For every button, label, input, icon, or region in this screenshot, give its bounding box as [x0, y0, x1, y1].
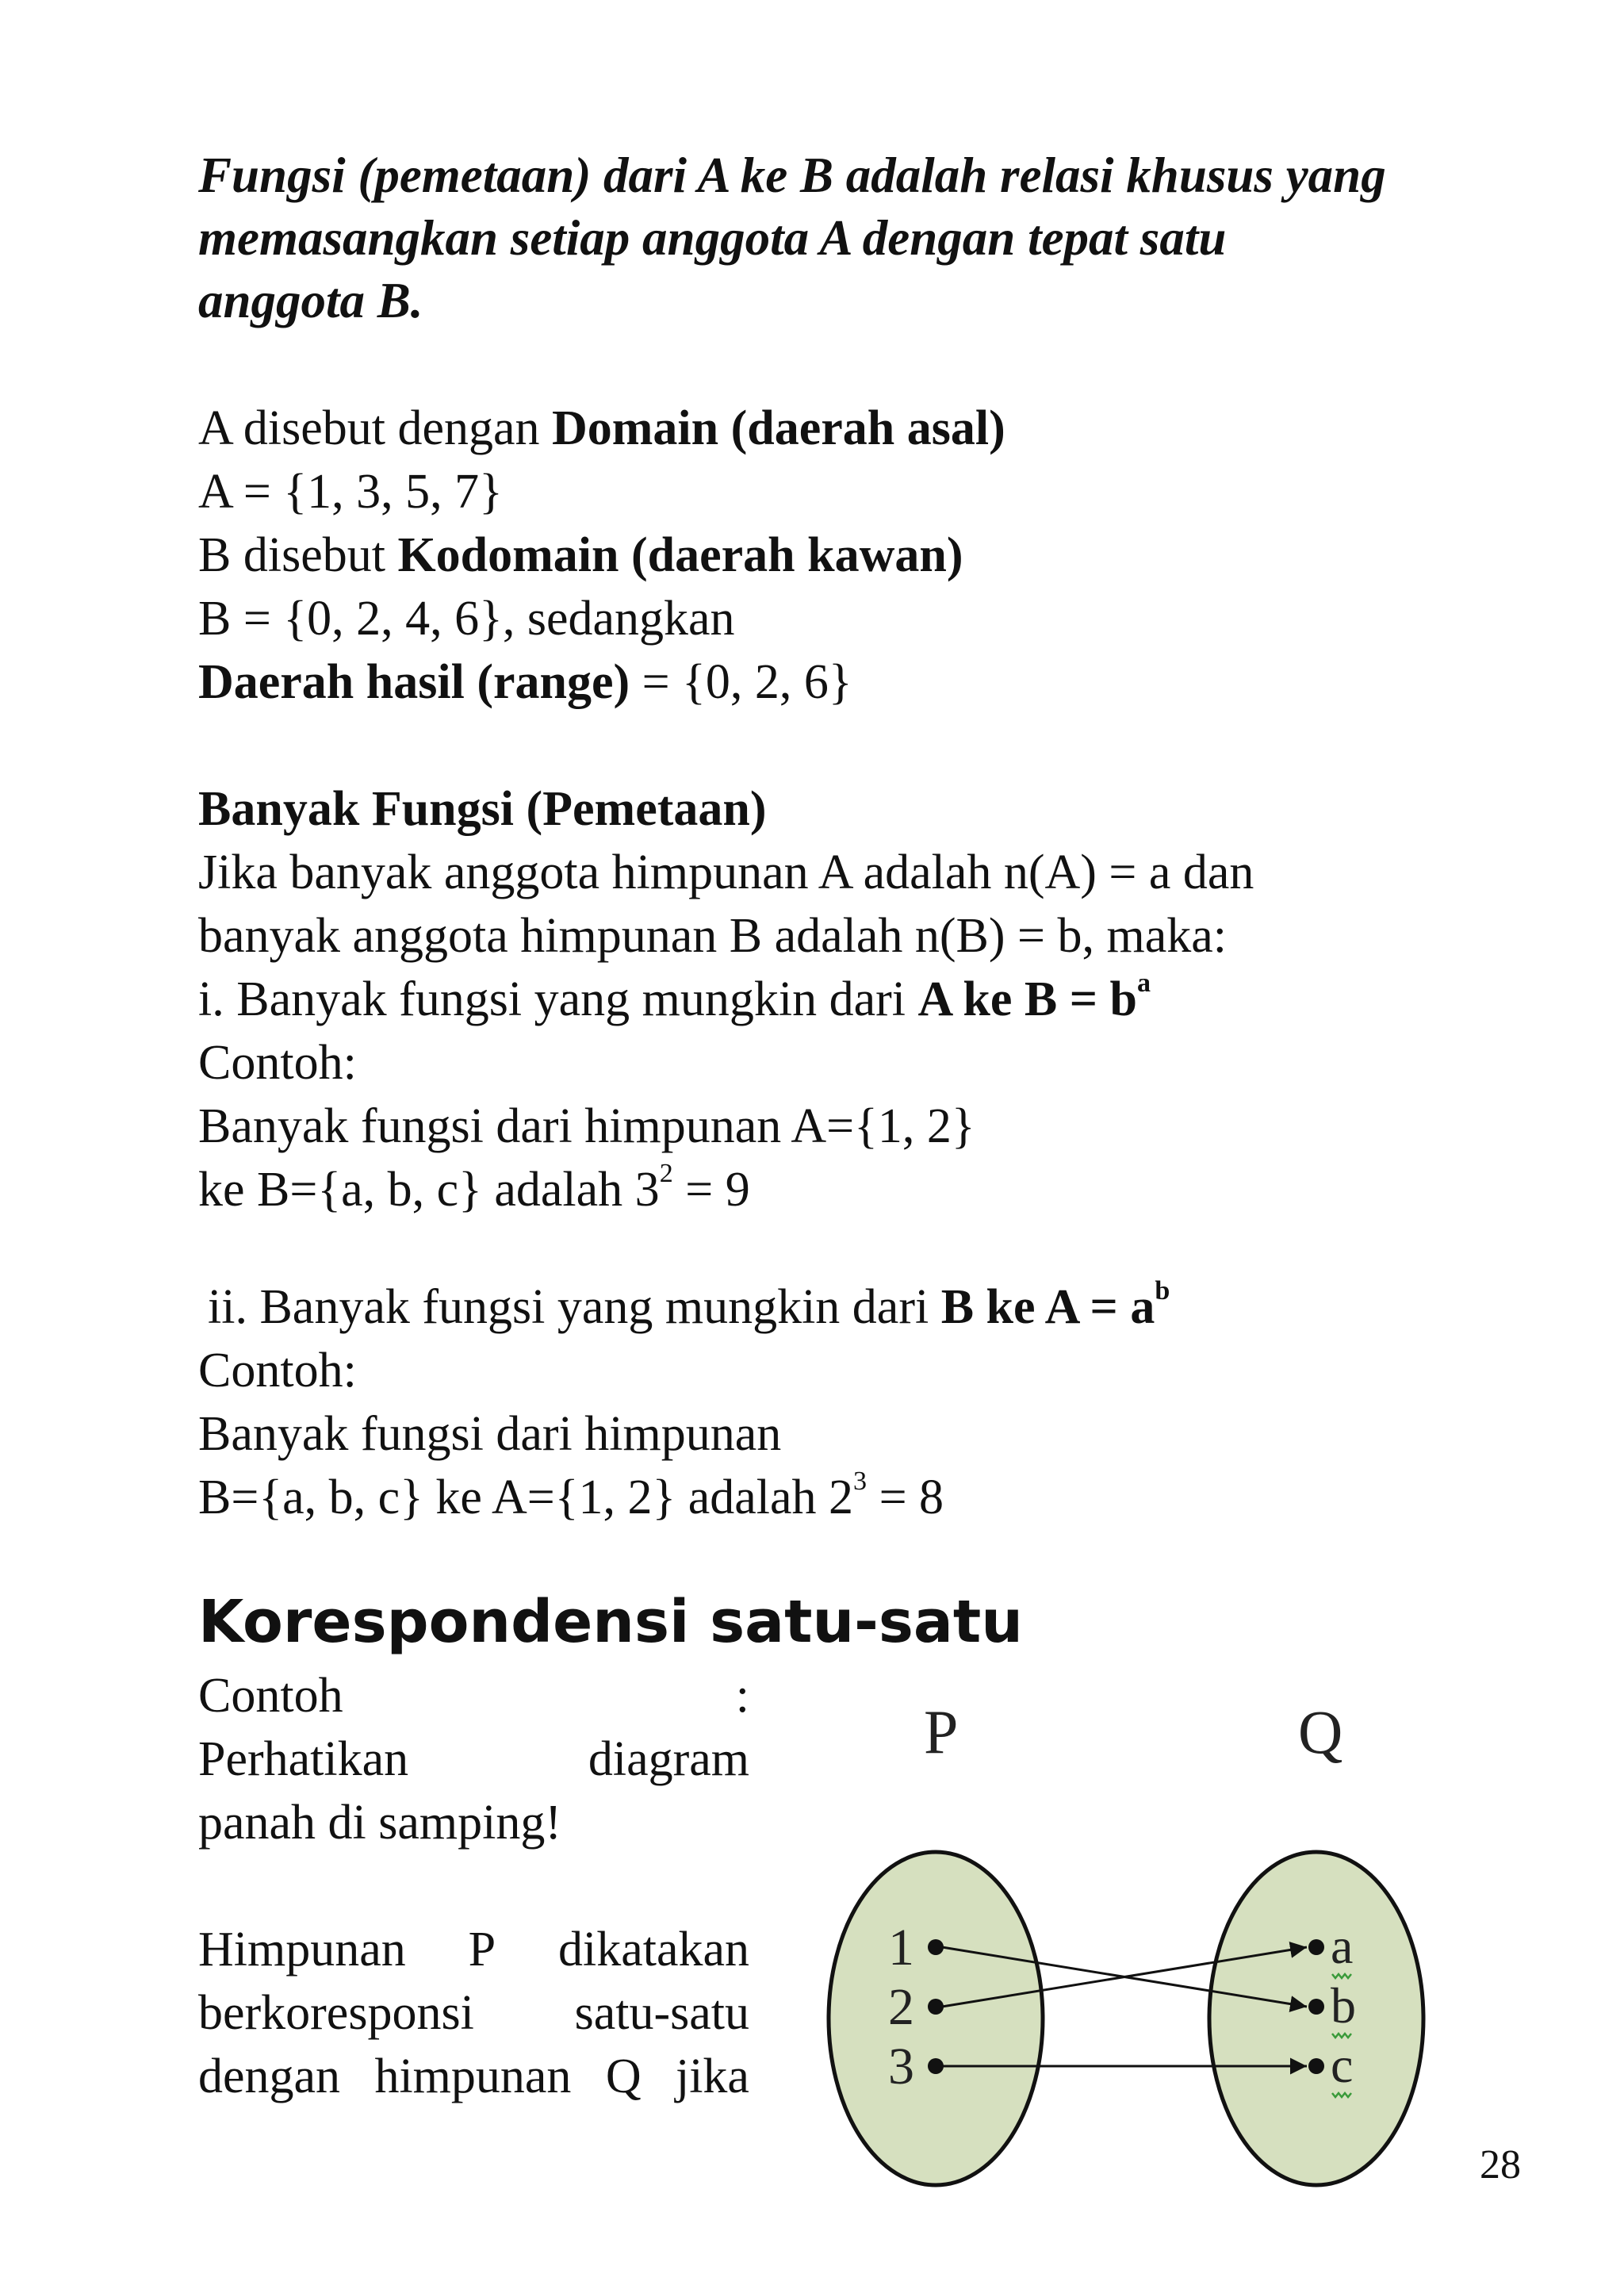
intro-line-2: banyak anggota himpunan B adalah n(B) = b, maka: — [198, 909, 1228, 963]
himpunan-row-2 — [198, 1981, 749, 2045]
spacer — [198, 1854, 749, 1918]
himpunan-row-2-word-2: satu-satu — [574, 1986, 749, 2040]
example-i-line-2 — [198, 1158, 1507, 1221]
banyak-fungsi-heading — [198, 777, 1507, 841]
rule-ii-formula-text: B ke A = a — [940, 1280, 1155, 1334]
rule-i-formula — [917, 968, 1151, 1026]
example-i-prefix: ke B={a, b, c} adalah 3 — [198, 1163, 660, 1217]
arrow-diagram — [805, 1681, 1463, 2189]
kodomain-term: Kodomain (daerah kawan) — [397, 528, 963, 582]
korespondensi-heading: Korespondensi satu-satu — [198, 1588, 1023, 1656]
himpunan-row-3 — [198, 2045, 749, 2108]
intro-line-1: Jika banyak anggota himpunan A adalah n(A) = a dan — [198, 845, 1254, 899]
himpunan-row-1-word-3: dikatakan — [557, 1923, 749, 1977]
set-p-element-dot — [928, 1999, 944, 2015]
example-i-line-1: Banyak fungsi dari himpunan A={1, 2} — [198, 1099, 975, 1153]
example-i-suffix: = 9 — [672, 1163, 750, 1217]
perhatikan-row-2: panah di samping! — [198, 1796, 562, 1850]
contoh-word: Contoh — [198, 1669, 343, 1723]
himpunan-row-1 — [198, 1918, 749, 1981]
contoh-row — [198, 1664, 749, 1727]
korespondensi-text — [198, 1664, 749, 2108]
set-p-label: P — [924, 1697, 959, 1766]
perhatikan-word-2: diagram — [588, 1732, 749, 1786]
set-p-element-label: 2 — [888, 1978, 914, 2036]
himpunan-row-2-word-1: berkoresponsi — [198, 1986, 474, 2040]
example-ii-suffix: = 8 — [867, 1470, 944, 1524]
definition-line-3: anggota B. — [198, 273, 423, 328]
set-q-element-label: b — [1331, 1977, 1356, 2034]
range-line — [198, 650, 1507, 714]
set-q-element-dot — [1308, 2058, 1324, 2074]
set-b-line: B = {0, 2, 4, 6}, sedangkan — [198, 592, 735, 646]
perhatikan-row — [198, 1727, 749, 1791]
rule-i-prefix: i. Banyak fungsi yang mungkin dari — [198, 972, 918, 1026]
range-value: = {0, 2, 6} — [630, 655, 852, 709]
domain-term: Domain (daerah asal) — [552, 401, 1005, 455]
page-number: 28 — [1480, 2142, 1521, 2187]
domain-section — [198, 397, 1507, 714]
rule-ii-formula — [940, 1275, 1170, 1334]
kodomain-prefix: B disebut — [198, 528, 398, 582]
domain-line — [198, 397, 1507, 460]
himpunan-row-3-word-3: Q — [605, 2049, 642, 2103]
example-ii-line-1: Banyak fungsi dari himpunan — [198, 1407, 782, 1461]
set-q-element-dot — [1308, 1939, 1324, 1955]
set-p-element-label: 3 — [888, 2038, 914, 2095]
kodomain-line — [198, 523, 1507, 587]
set-q-element-label: c — [1331, 2037, 1354, 2093]
set-q-label: Q — [1298, 1697, 1343, 1766]
definition-line-1: Fungsi (pemetaan) dari A ke B adalah relasi khusus yang — [198, 148, 1386, 203]
example-ii-exponent: 3 — [853, 1466, 868, 1496]
set-a-line: A = {1, 3, 5, 7} — [198, 465, 503, 519]
example-ii-label: Contoh: — [198, 1344, 357, 1398]
example-i-label: Contoh: — [198, 1036, 357, 1090]
set-q-element-dot — [1308, 1999, 1324, 2015]
set-p-element-dot — [928, 1939, 944, 1955]
set-p-ellipse — [829, 1852, 1043, 2185]
rule-ii-prefix: ii. Banyak fungsi yang mungkin dari — [208, 1280, 941, 1334]
banyak-fungsi-heading-text: Banyak Fungsi (Pemetaan) — [198, 782, 767, 836]
range-term: Daerah hasil (range) — [198, 655, 630, 709]
himpunan-row-3-word-1: dengan — [198, 2049, 341, 2103]
rule-ii-exponent: b — [1155, 1275, 1170, 1306]
rule-i-line — [198, 968, 1507, 1031]
definition-paragraph — [198, 144, 1507, 332]
example-ii-line-2 — [198, 1466, 1507, 1529]
rule-ii-section — [198, 1275, 1507, 1529]
rule-i-formula-text: A ke B = b — [917, 972, 1138, 1026]
set-q-elements — [1308, 1918, 1356, 2097]
himpunan-row-1-word-1: Himpunan — [198, 1923, 406, 1977]
set-p-element-dot — [928, 2058, 944, 2074]
set-q-ellipse — [1209, 1852, 1423, 2185]
himpunan-row-1-word-2: P — [468, 1923, 496, 1977]
example-ii-prefix: B={a, b, c} ke A={1, 2} adalah 2 — [198, 1470, 854, 1524]
contoh-colon: : — [735, 1669, 749, 1723]
himpunan-row-3-word-4: jika — [675, 2049, 749, 2103]
set-p-element-label: 1 — [888, 1919, 914, 1977]
set-q-element-label: a — [1331, 1918, 1354, 1974]
domain-prefix: A disebut dengan — [198, 401, 552, 455]
perhatikan-word-1: Perhatikan — [198, 1732, 409, 1786]
rule-i-exponent: a — [1137, 968, 1151, 998]
definition-line-2: memasangkan setiap anggota A dengan tepat satu — [198, 210, 1227, 266]
banyak-fungsi-section — [198, 777, 1507, 1221]
himpunan-row-3-word-2: himpunan — [374, 2049, 572, 2103]
rule-ii-line — [198, 1275, 1507, 1339]
example-i-exponent: 2 — [659, 1158, 673, 1188]
